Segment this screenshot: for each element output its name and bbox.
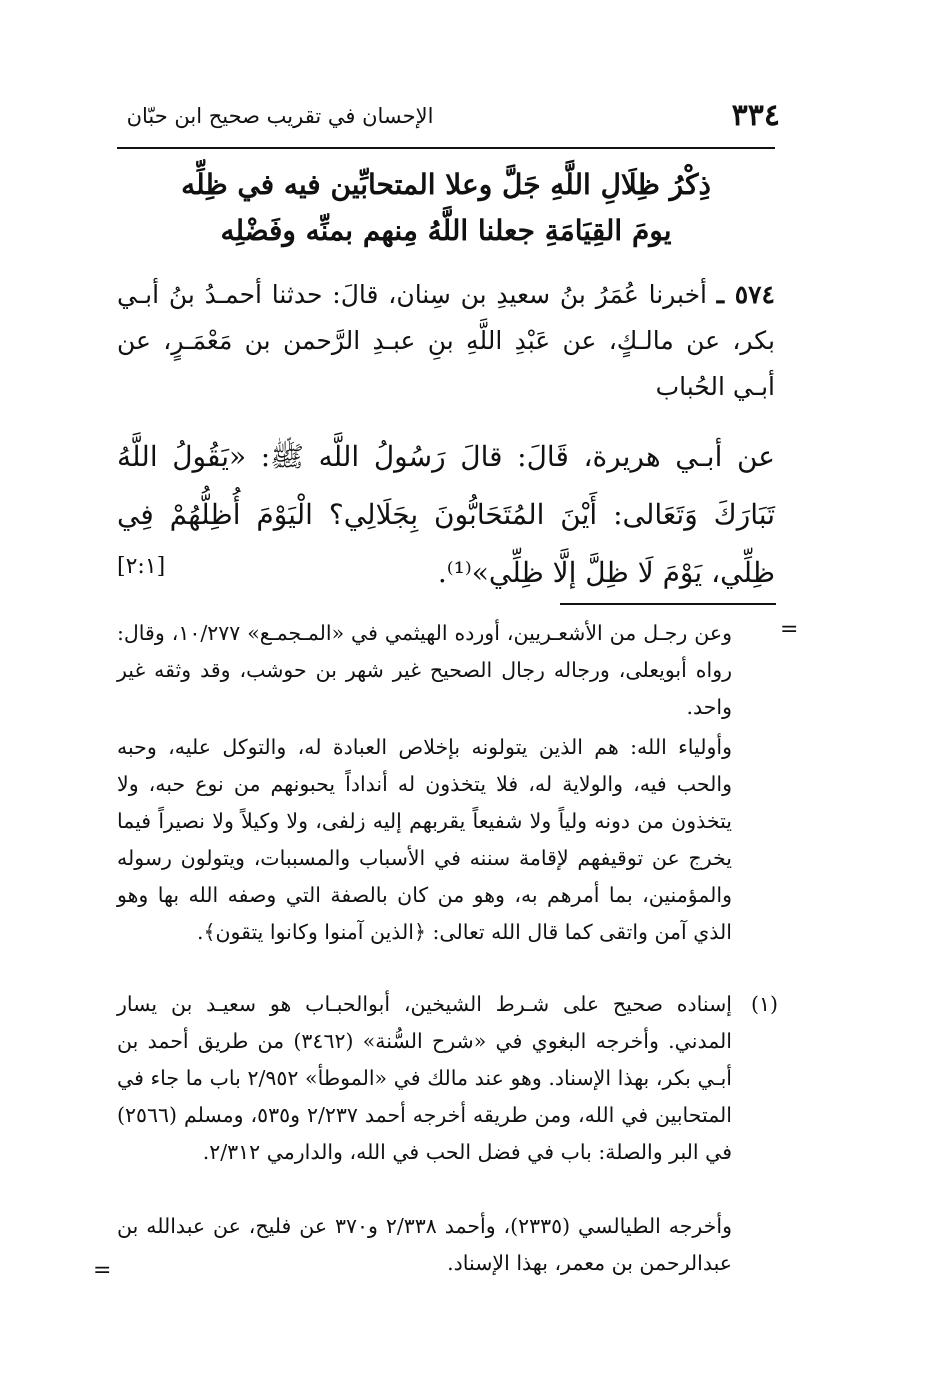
page-number: ٣٣٤ [731,98,780,133]
footnote-continuation-paragraph-1: وعن رجـل من الأشعـريين، أورده الهيثمي في «المـجمـع» ١٠/٢٧٧، وقال: رواه أبويعلى، ورجاله رجال الصحيح غير شهر بن حوشب، وقد وثقه غير واحد. [117,621,732,719]
hadith-isnad-paragraph [117,272,775,410]
continuation-mark-bottom: = [93,1258,112,1283]
running-title: الإحسان في تقريب صحيح ابن حبّان [126,104,434,128]
hadith-number: ٥٧٤ ـ [716,280,775,309]
footnote-1-text: إسناده صحيح على شـرط الشيخين، أبوالحبـاب هو سعيـد بن يسار المدني. وأخرجه البغوي في «شرح السُّنة» (٣٤٦٢) من طريق أحمد بن أبـي بكر، بهذا الإسناد. وهو عند مالك في «الموطأ» ٢/٩٥٢ باب ما جاء في المتحابين في الله، ومن طريقه أخرجه أحمد ٢/٢٣٧ و٥٣٥، ومسلم (٢٥٦٦) في البر والصلة: باب في فضل الحب في الله، والدارمي ٢/٣١٢. [117,992,733,1164]
hadith-reference: [٢:١] [117,554,166,579]
hadith-matn: عن أبـي هريرة، قَالَ: قالَ رَسُولُ اللَّه ﷺ: «يَقُولُ اللَّهُ تَبَارَكَ وَتَعَالى: أَيْنَ المُتَحَابُّونَ بِجَلَالِي؟ الْيَوْمَ أُظِلُّهُمْ فِي ظِلِّي، يَوْمَ لَا ظِلَّ إلَّا ظِلِّي»⁽¹⁾. [117,440,775,589]
continuation-mark-top: = [780,617,799,642]
hadith-isnad: أخبرنا عُمَرُ بنُ سعيدِ بن سِنان، قالَ: حدثنا أحمـدُ بنُ أبـي بكر، عن مالـكٍ، عن عَبْدِ اللَّهِ بنِ عبـدِ الرَّحمن بن مَعْمَـرٍ، عن أبـي الحُباب [117,280,775,401]
header-rule [117,147,775,149]
chapter-title-line-2: يومَ القِيَامَةِ جعلنا اللَّهُ مِنهم بمنِّه وفَضْلِه [220,214,672,247]
footnote-number: (١) [750,992,778,1016]
footnote-separator [560,603,776,605]
footnote-1-continuation: وأخرجه الطيالسي (٢٣٣٥)، وأحمد ٢/٣٣٨ و٣٧٠ عن فليح، عن عبدالله بن عبدالرحمن بن معمر، بهذا الإسناد. [117,1214,733,1275]
footnote-continuation-paragraph-2: وأولياء الله: هم الذين يتولونه بإخلاص العبادة له، والتوكل عليه، وحبه والحب فيه، والولاية له، فلا يتخذون له أنداداً يحبونهم من نوع حبه، ولا يتخذون من دونه ولياً ولا شفيعاً يقربهم إليه زلفى، ولا وكيلاً ولا نصيراً فيما يخرج عن توقيفهم لإقامة سننه في الأسباب والمسببات، ويتولون رسوله والمؤمنين، بما أمرهم به، وهو من كان بالصفة التي وصفه الله بها وهو الذي آمن واتقى كما قال الله تعالى: ﴿الذين آمنوا وكانوا يتقون﴾. [117,735,732,944]
chapter-title-line-1: ذِكْرُ ظِلَالِ اللَّهِ جَلَّ وعلا المتحابِّين فيه في ظِلِّه [181,168,711,201]
